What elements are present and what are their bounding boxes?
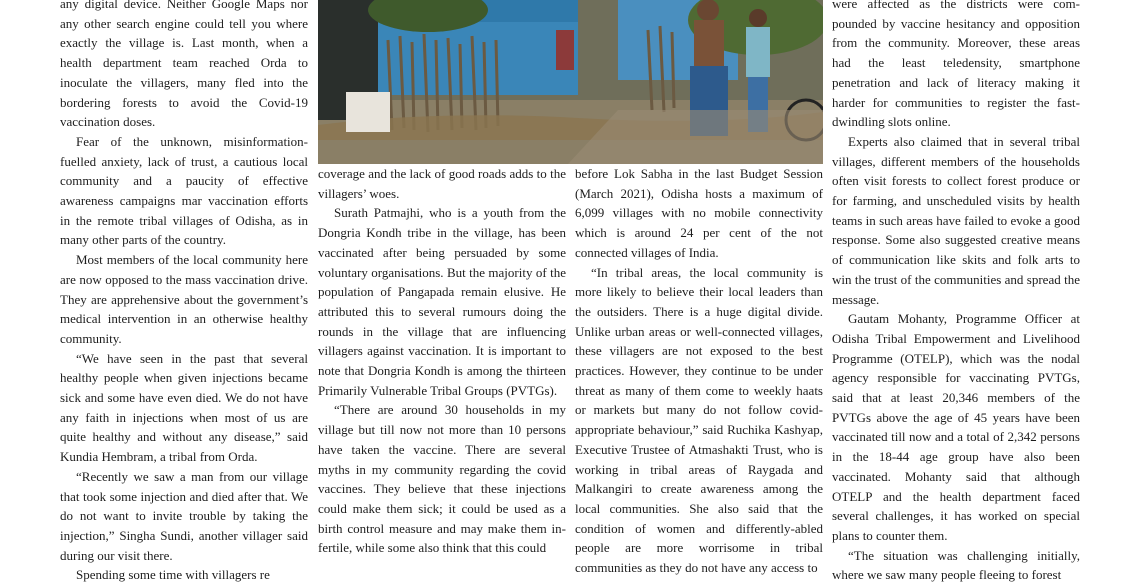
article-column-3 — [575, 164, 823, 578]
paragraph: “In tribal areas, the local community is more likely to believe their local leaders than the outsiders. There is a huge digital divide. Unlike urban areas or well-connected villages, these villagers are not exposed to the best practices. However, they continue to be under threat as many of them come to weekly haats or markets but many do not follow covid-appropriate behaviour,” said Ruchika Kashyap, Executive Trustee of Atmashakti Trust, who is working in tribal areas of Raygada and Malkangiri to create awareness among the local communities. She also said that the condition of women and differently-abled people are more worrisome in tribal communities as they do not have any access to — [575, 264, 823, 576]
article-column-2 — [318, 164, 566, 558]
paragraph: Spending some time with villagers re — [76, 567, 270, 583]
paragraph: any digital device. Neither Google Maps nor any other search engine could tell you where exactly the village is. Last month, when a health department team reached Orda to inoculate the villagers, many fled into the bordering forests to avoid the Covid-19 vaccination doses. — [60, 0, 308, 130]
paragraph: were affected as the districts were com-pounded by vaccine hesitancy and opposition from the community. Moreover, these areas had the least teledensity, smartphone penetration and lack of literacy making it harder for communities to register the fast-dwindling slots online. — [832, 0, 1080, 130]
article-column-1 — [60, 0, 308, 585]
village-photo — [318, 0, 823, 164]
paragraph: “There are around 30 households in my village but till now not more than 10 persons have taken the vaccine. There are several myths in my community regarding the covid vaccines. They believe that these injections could make them sick; it could be used as a birth control measure and may make them in-fertile, while some also think that this could — [318, 402, 566, 556]
paragraph: “Recently we saw a man from our village that took some injection and died after that. We do not want to invite trouble by taking the injection,” Singha Sundi, another villager said during our visit there. — [60, 468, 308, 563]
paragraph: Gautam Mohanty, Programme Officer at Odisha Tribal Empowerment and Livelihood Programme (OTELP), which was the nodal agency responsible for vaccinating PVTGs, said that at least 20,346 members of the PVTGs above the age of 45 years have been vaccinated till now and a total of 2,342 persons in the 18-44 age group have also been vaccinated. Mohanty said that although OTELP and the health department faced several challenges, it has worked on special plans to counter them. — [832, 311, 1080, 543]
paragraph: coverage and the lack of good roads adds to the villagers’ woes. — [318, 166, 566, 201]
paragraph: Surath Patmajhi, who is a youth from the Dongria Kondh tribe in the village, has been vaccinated after being persuaded by some voluntary organisations. But the majority of the population of Pangapada remain elusive. He attributed this to several rumours doing the rounds in the village that are influencing villagers against vaccination. It is important to note that Dongria Kondh is among the thirteen Primarily Vulnerable Tribal Groups (PVTGs). — [318, 205, 566, 398]
paragraph: “The situation was challenging initially, where we saw many people fleeing to forest — [832, 547, 1080, 583]
paragraph: Experts also claimed that in several tribal villages, different members of the households often visit forests to collect forest produce or for farming, and unscheduled visits by health teams in such areas have failed to evoke a good response. Some also suggested creative means of communication like skits and folk arts to win the trust of the communities and spread the message. — [832, 133, 1080, 307]
paragraph: before Lok Sabha in the last Budget Session (March 2021), Odisha hosts a maximum of 6,099 villages with no mobile connectivity which is around 24 per cent of the not connected villages of India. — [575, 166, 823, 260]
paragraph: Most members of the local community here are now opposed to the mass vaccination drive. They are apprehensive about the government’s medical intervention in an otherwise healthy community. — [60, 252, 308, 346]
article-column-4 — [832, 0, 1080, 585]
paragraph: Fear of the unknown, misinformation-fuelled anxiety, lack of trust, a cautious local community and a paucity of effective awareness campaigns mar vaccination efforts in the remote tribal villages of Odisha, as in many other parts of the country. — [60, 133, 308, 248]
paragraph: “We have seen in the past that several healthy people when given injections became sick and some have even died. We do not have any faith in injections when most of us are quite healthy and without any disease,” said Kundia Hembram, a tribal from Orda. — [60, 350, 308, 465]
